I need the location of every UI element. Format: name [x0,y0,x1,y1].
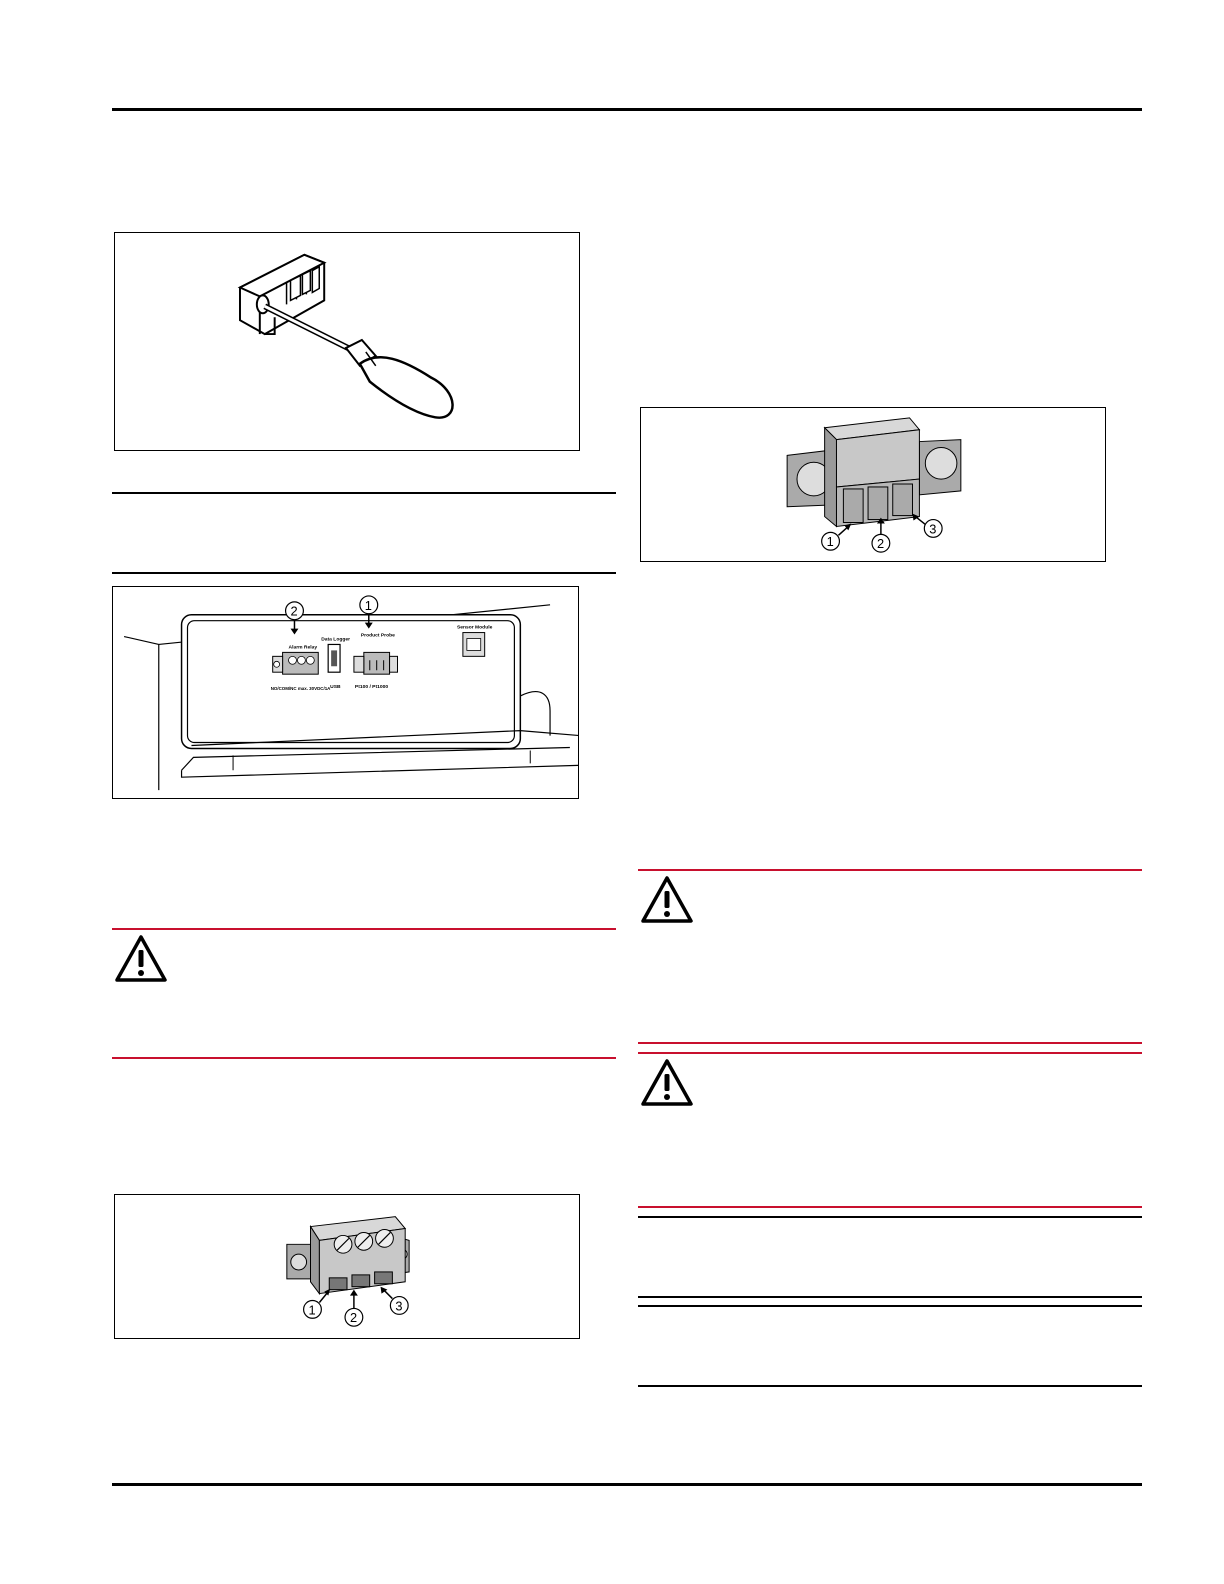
section-rule-left-1 [112,492,616,494]
section-rule-left-2 [112,572,616,574]
note-rule-right-1-bottom [638,1296,1142,1298]
warning-rule-right-2-bottom [638,1206,1142,1208]
figure-connector-panel [112,586,579,799]
label-sensor-module: Sensor Module [456,625,493,631]
callout-3: 3 [395,1298,403,1314]
label-product-probe: Product Probe [360,633,395,639]
callout-1: 1 [308,1302,316,1318]
connector-3pin-illustration [115,1195,579,1338]
warning-triangle-icon [114,934,168,984]
callout-2: 2 [349,1310,358,1326]
warning-rule-left-bottom [112,1057,616,1059]
callout-2: 2 [290,603,298,619]
label-probe-type: Pt100 / Pt1000 [354,685,389,691]
header-rule [112,108,1142,111]
note-rule-right-2-bottom [638,1385,1142,1387]
footer-rule [112,1483,1142,1486]
figure-screwdriver-terminal [114,232,580,451]
callout-1: 1 [826,534,834,550]
warning-triangle-icon [640,1058,694,1108]
note-rule-right-2-top [638,1305,1142,1307]
warning-triangle-icon [640,875,694,925]
figure-connector-3pin-left [114,1194,580,1339]
callout-2: 2 [876,536,885,552]
label-data-logger: Data Logger [321,637,351,643]
label-alarm-relay: Alarm Relay [288,645,318,651]
label-usb: USB [330,685,341,691]
label-alarm-relay-rating: NO/COM/NC max. 30VDC/1A [270,686,331,692]
connector-3pin-front-illustration [641,408,1105,561]
warning-rule-left-top [112,928,616,930]
warning-rule-right-1-top [638,869,1142,871]
callout-3: 3 [929,521,937,537]
connector-panel-illustration [113,587,578,798]
note-rule-right-1-top [638,1216,1142,1218]
warning-rule-right-2-top [638,1052,1142,1054]
callout-1: 1 [364,597,372,613]
warning-rule-right-1-bottom [638,1042,1142,1044]
screwdriver-illustration [115,233,579,450]
figure-connector-3pin-right [640,407,1106,562]
